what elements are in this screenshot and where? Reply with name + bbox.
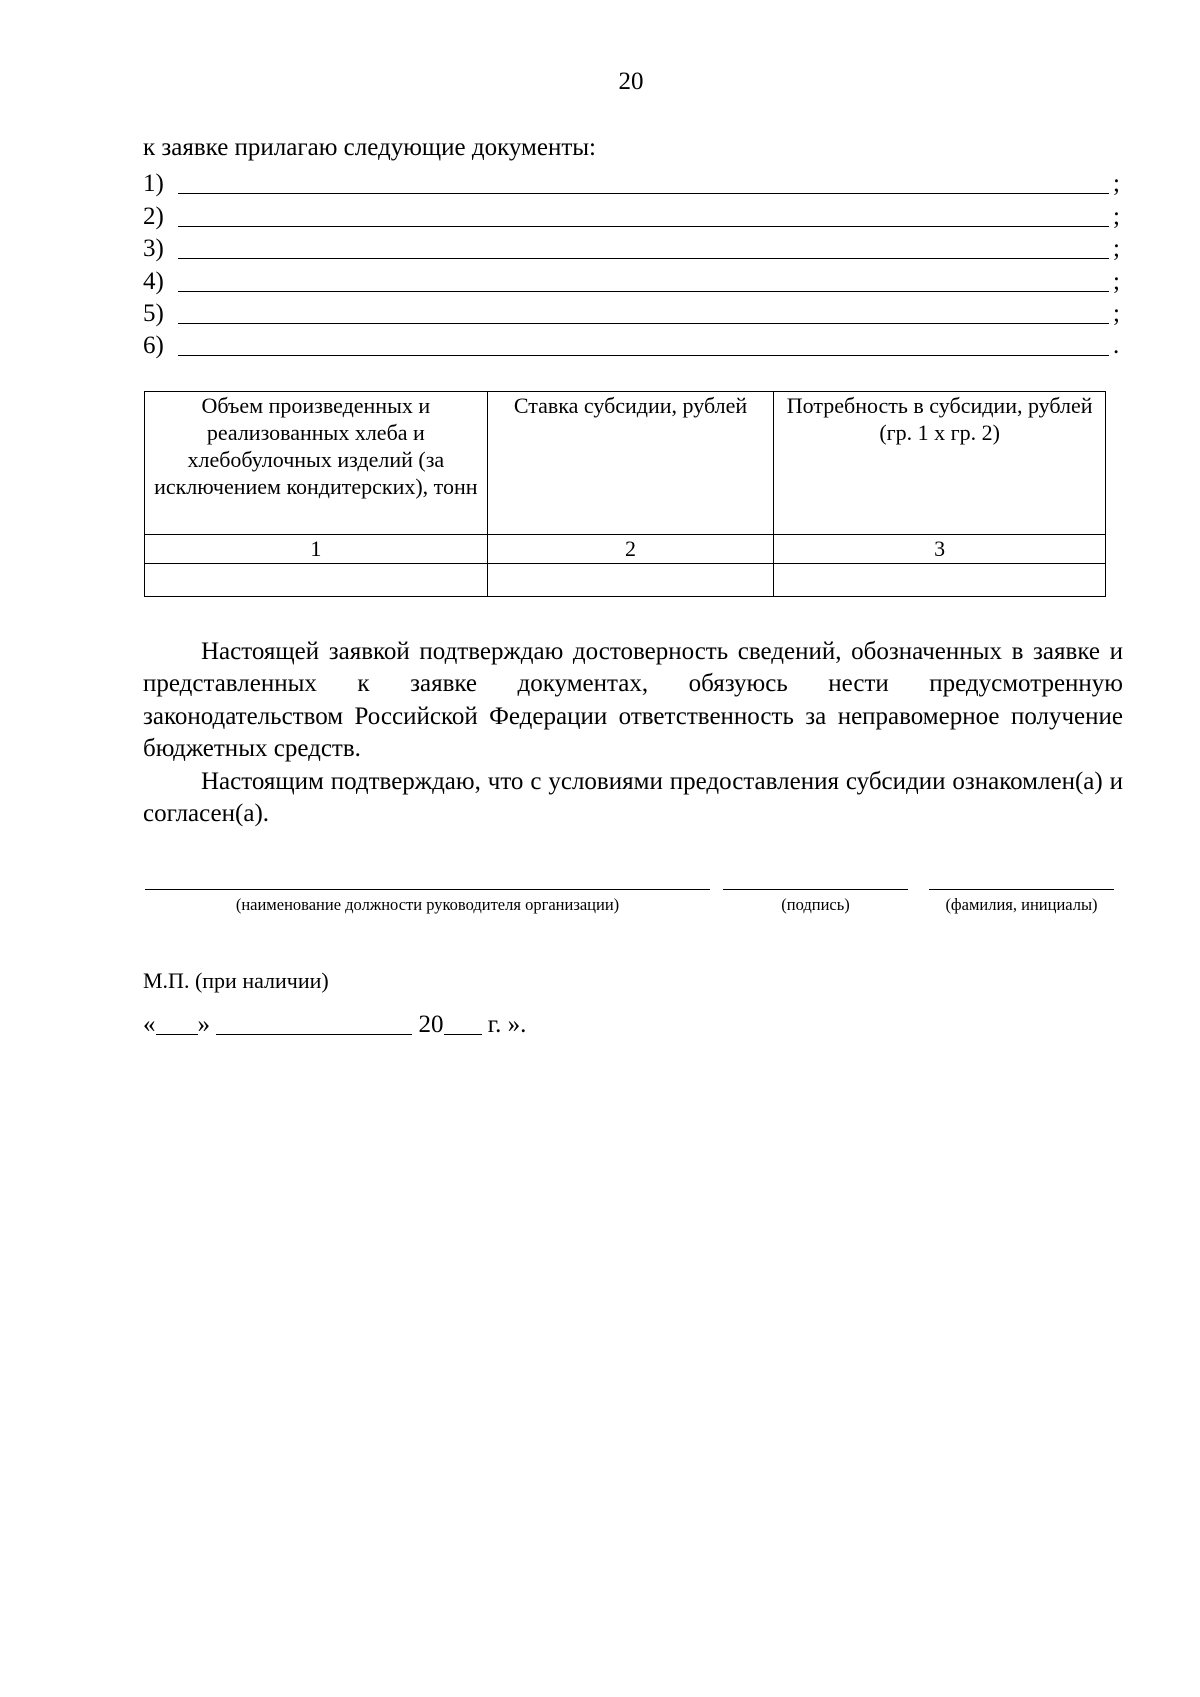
document-blank-line[interactable] (178, 290, 1109, 292)
list-item-end: . (1113, 332, 1120, 360)
table-number-row (145, 535, 1106, 564)
paragraph: Настоящей заявкой подтверждаю достоверность сведений, обозначенных в заявке и представленных к заявке документах, обязуюсь нести предусмотренную законодательством Российской Федерации ответственность за неправомерное получение бюджетных средств. (143, 638, 1123, 763)
subsidy-table (144, 391, 1106, 597)
name-caption: (фамилия, инициалы) (945, 895, 1098, 914)
close-quote: » (197, 1011, 210, 1038)
volume-input-cell[interactable] (145, 564, 488, 597)
column-number: 3 (774, 535, 1106, 564)
list-item-number: 4) (143, 267, 164, 295)
list-item (143, 328, 1123, 360)
signature-field[interactable] (723, 889, 908, 915)
list-item (143, 296, 1123, 328)
list-item (143, 198, 1123, 230)
column-header-rate: Ставка субсидии, рублей (487, 392, 774, 535)
document-blank-line[interactable] (178, 225, 1109, 227)
list-item-end: ; (1113, 202, 1120, 230)
list-item-end: ; (1113, 299, 1120, 327)
name-signature-field[interactable] (929, 889, 1114, 915)
month-field[interactable] (216, 1010, 412, 1035)
day-field[interactable] (156, 1010, 198, 1035)
paragraph: Настоящим подтверждаю, что с условиями предоставления субсидии ознакомлен(а) и согласен(а). (143, 767, 1123, 828)
page-number: 20 (618, 68, 644, 95)
document-blank-line[interactable] (178, 257, 1109, 259)
attachments-list (143, 166, 1123, 360)
year-prefix: 20 (418, 1011, 444, 1038)
list-item (143, 231, 1123, 263)
rate-input-cell[interactable] (487, 564, 774, 597)
list-item-number: 6) (143, 332, 164, 360)
date-line (143, 1010, 526, 1039)
table-row (145, 564, 1106, 597)
attachments-intro: к заявке прилагаю следующие документы: (143, 134, 597, 161)
list-item-number: 2) (143, 202, 164, 230)
year-suffix: г. ». (487, 1011, 527, 1038)
column-number: 1 (145, 535, 488, 564)
column-header-volume: Объем произведенных и реализованных хлеба и хлебобулочных изделий (за исключением кондитерских), тонн (145, 392, 488, 535)
column-number: 2 (487, 535, 774, 564)
list-item-number: 1) (143, 170, 164, 198)
list-item-number: 3) (143, 235, 164, 263)
document-blank-line[interactable] (178, 322, 1109, 324)
list-item (143, 166, 1123, 198)
signature-caption: (подпись) (781, 895, 850, 914)
column-header-need: Потребность в субсидии, рублей (гр. 1 х гр. 2) (774, 392, 1106, 535)
signature-block (143, 889, 1123, 939)
table-header-row (145, 392, 1106, 535)
position-signature-field[interactable] (145, 889, 710, 915)
year-field[interactable] (444, 1010, 482, 1035)
confirmation-text (143, 636, 1123, 830)
document-blank-line[interactable] (178, 192, 1109, 194)
document-blank-line[interactable] (178, 354, 1109, 356)
need-input-cell[interactable] (774, 564, 1106, 597)
stamp-label: М.П. (при наличии) (143, 968, 329, 993)
list-item-end: ; (1113, 235, 1120, 263)
list-item (143, 263, 1123, 295)
list-item-end: ; (1113, 267, 1120, 295)
open-quote: « (143, 1011, 156, 1038)
list-item-number: 5) (143, 299, 164, 327)
list-item-end: ; (1113, 170, 1120, 198)
position-caption: (наименование должности руководителя организации) (235, 895, 620, 914)
